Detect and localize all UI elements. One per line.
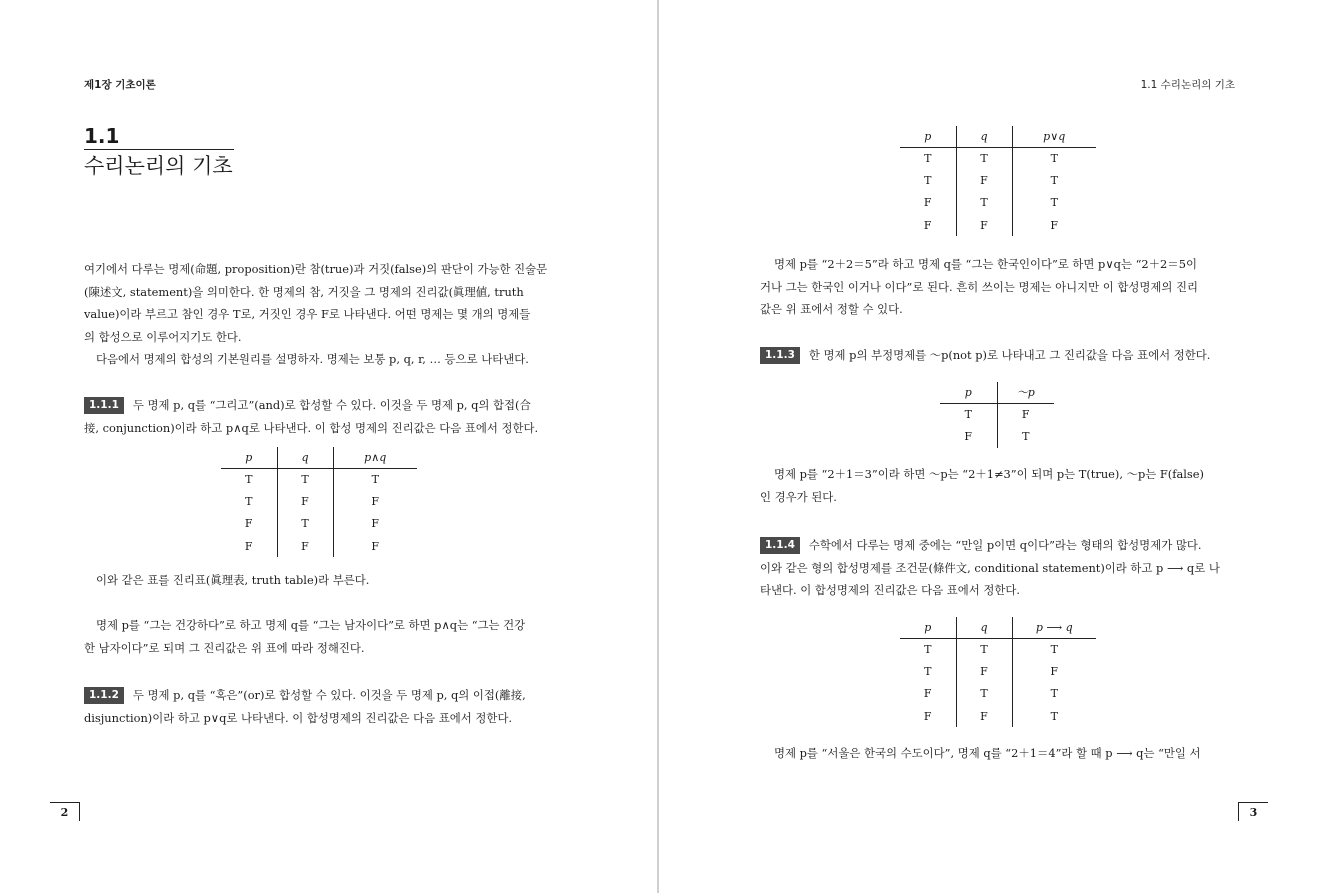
definition-tag: 1.1.1 [84,397,124,414]
left-page [0,0,658,893]
table-cell: T [900,169,956,191]
table-cell: F [1050,664,1059,678]
table-cell: T [1050,709,1058,723]
table-cell: F [900,705,956,727]
table-cell: F [371,517,380,531]
table-cell: F [900,683,956,705]
truth-table-conditional [900,617,1096,727]
running-head: 1.1 수리논리의 기초 [1140,79,1235,91]
running-head: 제1장 기초이론 [84,79,156,91]
table-header: q [277,447,333,468]
example-and [84,614,556,659]
example-line: 값은 위 표에서 정할 수 있다. [760,302,903,316]
page-number: 3 [1238,802,1268,821]
table-cell: F [956,705,1012,727]
table-row [940,403,1054,425]
table-cell: F [221,535,277,557]
intro-line: value)이라 부르고 참인 경우 T로, 거짓인 경우 F로 나타낸다. 어떤 명제는 몇 개의 명제들 [84,307,531,321]
table-cell: F [956,169,1012,191]
table-cell: T [956,638,1012,660]
table-cell: T [956,192,1012,214]
definition-1-1-1 [84,394,556,439]
table-cell: T [900,638,956,660]
table-header: ～p [997,382,1054,403]
definition-line [760,344,1234,367]
table-cell: T [1050,173,1058,187]
table-cell: T [1050,151,1058,165]
definition-1-1-2 [84,684,556,729]
table-cell: T [221,468,277,490]
table-row [221,468,417,490]
intro-paragraph [84,258,556,371]
example-line: 인 경우가 된다. [760,489,837,504]
example-not [760,463,1234,508]
example-or [760,253,1234,321]
definition-text: 한 명제 p의 부정명제를 ～p(not p)로 나타내고 그 진리값을 다음 표에서 정한다. [808,348,1211,362]
table-cell: T [1050,687,1058,701]
table-cell: T [277,468,333,490]
table-cell: T [900,147,956,169]
example-line: 명제 p를 “2＋1＝3”이라 하면 ～p는 “2＋1≠3”이 되며 p는 T(true), ～p는 F(false) [774,467,1204,481]
section-number: 1.1 [84,123,234,150]
example-line: 명제 p를 “그는 건강하다”로 하고 명제 q를 “그는 남자이다”로 하면 p∧q는 “그는 건강 [96,618,526,632]
truth-table-note: 이와 같은 표를 진리표(眞理表, truth table)라 부른다. [96,573,370,587]
example-line: 명제 p를 “서울은 한국의 수도이다”, 명제 q를 “2＋1＝4”라 할 때 p ⟶ q는 “만일 서 [774,746,1201,760]
table-cell: F [900,214,956,236]
intro-line: 여기에서 다루는 명제(命題, proposition)란 참(true)과 거짓(false)의 판단이 가능한 진술문 [84,262,548,276]
table-header: p [900,126,956,147]
table-cell: T [1022,429,1030,443]
table-row [900,660,1096,682]
page-gutter [657,0,659,893]
table-row [900,192,1096,214]
table-row [900,683,1096,705]
table-cell: F [371,494,380,508]
table-row [900,705,1096,727]
definition-tag: 1.1.4 [760,537,800,554]
table-cell: T [940,403,997,425]
table-row [221,535,417,557]
table-header: p∨q [1012,126,1096,147]
page-number: 2 [50,802,80,821]
definition-text: 수학에서 다루는 명제 중에는 “만일 p이면 q이다”라는 형태의 합성명제가 많다. [808,538,1202,552]
table-header: q [956,617,1012,638]
table-row [900,169,1096,191]
table-header: p∧q [333,447,417,468]
table-row [940,425,1054,447]
table-header: p [940,382,997,403]
table-header: q [956,126,1012,147]
right-page [660,0,1325,893]
table-cell: T [371,472,379,486]
table-cell: F [277,490,333,512]
definition-1-1-4 [760,534,1234,602]
definition-line [84,394,556,417]
definition-line [84,684,556,707]
section-title: 수리논리의 기초 [84,154,233,178]
intro-line: (陳述文, statement)을 의미한다. 한 명제의 참, 거짓을 그 명제의 진리값(眞理値, truth [84,284,524,299]
table-cell: T [1050,196,1058,210]
table-cell: F [956,660,1012,682]
definition-line: disjunction)이라 하고 p∨q로 나타낸다. 이 합성명제의 진리값은 다음 표에서 정한다. [84,710,513,725]
example-conditional [760,742,1234,765]
table-row [221,513,417,535]
table-cell: F [277,535,333,557]
table-cell: F [940,425,997,447]
example-line: 한 남자이다”로 되며 그 진리값은 위 표에 따라 정해진다. [84,640,365,655]
table-header-row [940,382,1054,403]
table-cell: T [900,660,956,682]
table-cell: F [371,539,380,553]
table-cell: F [1021,407,1030,421]
example-line: 거나 그는 한국인 이거나 이다”로 된다. 흔히 쓰이는 명제는 아니지만 이 합성명제의 진리 [760,279,1199,294]
definition-text: 두 명제 p, q를 “혹은”(or)로 합성할 수 있다. 이것을 두 명제 p, q의 이접(離接, [132,688,526,702]
definition-1-1-3 [760,344,1234,367]
truth-table-and [221,447,417,557]
table-row [900,147,1096,169]
table-header-row [900,126,1096,147]
table-header-row [900,617,1096,638]
table-cell: T [1050,642,1058,656]
definition-line: 接, conjunction)이라 하고 p∧q로 나타낸다. 이 합성 명제의 진리값은 다음 표에서 정한다. [84,420,539,435]
table-header-row [221,447,417,468]
table-row [900,214,1096,236]
definition-tag: 1.1.3 [760,347,800,364]
table-header: p [900,617,956,638]
table-cell: F [1050,218,1059,232]
table-cell: T [956,147,1012,169]
table-row [221,490,417,512]
definition-line [760,534,1234,557]
truth-table-not [940,382,1054,448]
table-cell: T [277,513,333,535]
table-cell: T [956,683,1012,705]
table-header: p ⟶ q [1012,617,1096,638]
table-header: p [221,447,277,468]
table-cell: F [900,192,956,214]
truth-table-or [900,126,1096,236]
table-cell: T [221,490,277,512]
example-line: 명제 p를 “2＋2＝5”라 하고 명제 q를 “그는 한국인이다”로 하면 p∨q는 “2＋2＝5이 [774,257,1197,271]
definition-text: 두 명제 p, q를 “그리고”(and)로 합성할 수 있다. 이것을 두 명제 p, q의 합접(合 [132,398,531,412]
definition-line: 이와 같은 형의 합성명제를 조건문(條件文, conditional statement)이라 하고 p ⟶ q로 나 [760,560,1220,575]
intro-line: 의 합성으로 이루어지기도 한다. [84,329,242,344]
intro-line: 다음에서 명제의 합성의 기본원리를 설명하자. 명제는 보통 p, q, r, … 등으로 나타낸다. [96,352,529,366]
definition-tag: 1.1.2 [84,687,124,704]
definition-line: 타낸다. 이 합성명제의 진리값은 다음 표에서 정한다. [760,583,1021,597]
table-cell: F [221,513,277,535]
table-row [900,638,1096,660]
table-cell: F [956,214,1012,236]
